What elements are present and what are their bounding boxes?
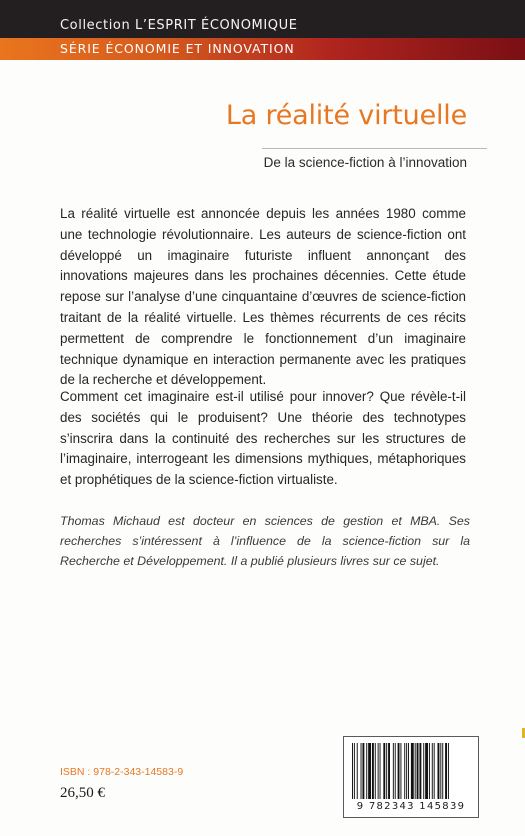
barcode [343,736,479,818]
price-label: 26,50 € [60,785,105,801]
isbn-label: ISBN : 978-2-343-14583-9 [60,766,184,778]
collection-band [0,0,525,38]
book-subtitle: De la science-fiction à l’innovation [263,155,467,170]
collection-label: Collection L’ESPRIT ÉCONOMIQUE [60,18,298,33]
serie-label: SÉRIE ÉCONOMIE ET INNOVATION [60,41,295,56]
summary-paragraph-2: Comment cet imaginaire est-il utilisé pour innover? Que révèle-t-il des sociétés qui le produisent? Une théorie des technotypes s’inscrira dans la continuité des recherches sur les structures de l’imaginaire, interrogeant les dimensions mythiques, métaphoriques et prophétiques de la science-fiction virtualiste. [60,389,466,488]
title-divider [262,148,487,149]
serie-band [0,38,525,60]
barcode-digits: 9 782343 145839 [356,801,466,812]
author-name: Thomas Michaud [60,514,160,528]
author-bio-text: est docteur en sciences de gestion et MBA. Ses recherches s’intéressent à l’influence de la science-fiction sur la Recherche et Développement. Il a publié plusieurs livres sur ce sujet. [60,514,471,568]
author-bio [60,511,470,571]
summary-paragraph-1: La réalité virtuelle est annoncée depuis les années 1980 comme une technologie révolutionnaire. Les auteurs de science-fiction ont développé un imaginaire futuriste influent annonçant des innovations majeures dans les prochaines décennies. Cette étude repose sur l’analyse d’une cinquantaine d’œuvres de science-fiction traitant de la réalité virtuelle. Les thèmes récurrents de ces récits permettent de comprendre le fonctionnement d’un imaginaire technique dynamique en interaction permanente avec les pratiques de la recherche et développement. [60,206,466,388]
book-title: La réalité virtuelle [225,100,467,131]
barcode-bars-icon [350,743,472,801]
